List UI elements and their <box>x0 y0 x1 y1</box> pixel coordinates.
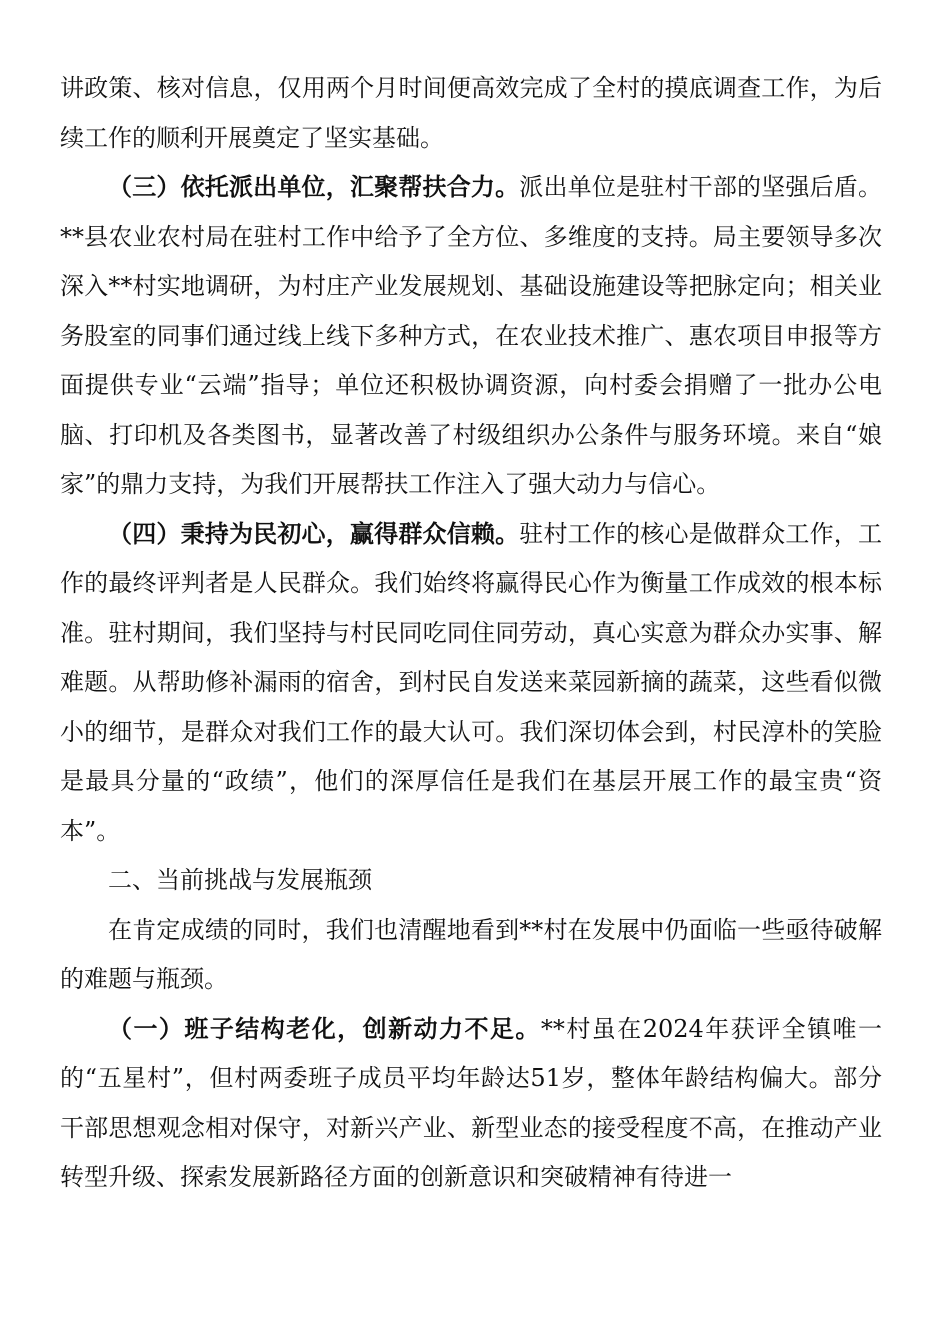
paragraph-continued <box>60 64 882 163</box>
paragraph-lead-4: （四）秉持为民初心，赢得群众信赖。 <box>108 519 520 548</box>
paragraph-body-aging: **村虽在2024年获评全镇唯一的“五星村”，但村两委班子成员平均年龄达51岁，整体年龄结构偏大。部分干部思想观念相对保守，对新兴产业、新型业态的接受程度不高，在推动产业转型升级、探索发展新路径方面的创新意识和突破精神有待进一 <box>60 1014 883 1191</box>
paragraph-rely-on-dispatching-unit <box>60 163 882 510</box>
paragraph-serve-the-people <box>60 510 882 857</box>
paragraph-lead-3: （三）依托派出单位，汇聚帮扶合力。 <box>108 173 520 201</box>
document-page <box>60 64 882 1203</box>
section-heading: 二、当前挑战与发展瓶颈 <box>108 866 372 894</box>
paragraph-body-3: 派出单位是驻村干部的坚强后盾。**县农业农村局在驻村工作中给予了全方位、多维度的支持。局主要领导多次深入**村实地调研，为村庄产业发展规划、基础设施建设等把脉定向；相关业务股室的同事们通过线上线下多种方式，在农业技术推广、惠农项目申报等方面提供专业“云端”指导；单位还积极协调资源，向村委会捐赠了一批办公电脑、打印机及各类图书，显著改善了村级组织办公条件与服务环境。来自“娘家”的鼎力支持，为我们开展帮扶工作注入了强大动力与信心。 <box>60 173 883 498</box>
paragraph-continued-text: 讲政策、核对信息，仅用两个月时间便高效完成了全村的摸底调查工作，为后续工作的顺利开展奠定了坚实基础。 <box>60 74 882 152</box>
paragraph-lead-aging: （一）班子结构老化，创新动力不足。 <box>108 1014 541 1043</box>
paragraph-aging-leadership <box>60 1005 882 1203</box>
paragraph-body-4: 驻村工作的核心是做群众工作，工作的最终评判者是人民群众。我们始终将赢得民心作为衡量工作成效的根本标准。驻村期间，我们坚持与村民同吃同住同劳动，真心实意为群众办实事、解难题。从帮助修补漏雨的宿舍，到村民自发送来菜园新摘的蔬菜，这些看似微小的细节，是群众对我们工作的最大认可。我们深切体会到，村民淳朴的笑脸是最具分量的“政绩”，他们的深厚信任是我们在基层开展工作的最宝贵“资本”。 <box>60 519 883 845</box>
section-intro-paragraph: 在肯定成绩的同时，我们也清醒地看到**村在发展中仍面临一些亟待破解的难题与瓶颈。 <box>60 915 882 993</box>
